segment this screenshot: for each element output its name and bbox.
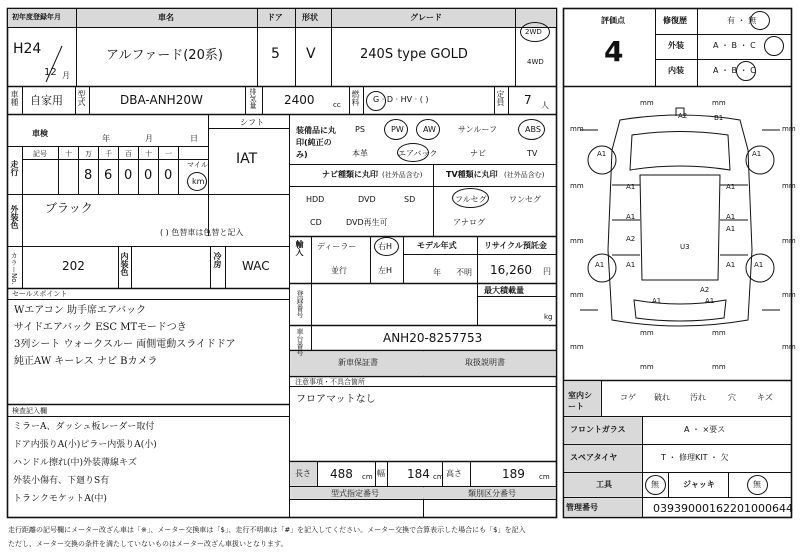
import-parallel: 並行 (331, 266, 347, 275)
import-label: 輸入 (295, 240, 304, 256)
equip-tv: TV (527, 149, 538, 158)
car-diagram-shape (580, 108, 780, 326)
exterior-c-circle (764, 36, 784, 56)
mile-label: マイル (187, 161, 208, 169)
length-unit: cm (362, 473, 373, 481)
seat-label: 室内シート (568, 391, 592, 411)
equip-abs: ABS (525, 125, 541, 134)
sales-point-line: Wエアコン 助手席エアバック (14, 305, 147, 316)
grade-value: 240S type GOLD (360, 47, 468, 62)
damage-mark: A2 (700, 286, 710, 294)
ac-label: 冷房 (213, 252, 222, 268)
seat-option: 穴 (728, 393, 736, 402)
mm-unit: mm (782, 343, 796, 351)
exterior-grade-value: A ・ B ・ C (713, 41, 756, 50)
car-name-label: 車名 (158, 13, 174, 22)
class-no-label: 類別区分番号 (468, 489, 516, 498)
inspector-line: トランクモケットA(中) (13, 494, 107, 504)
color-change-note: ( ) 色替車は色替と記入 (160, 228, 244, 237)
interior-grade-label: 内装 (668, 66, 684, 75)
sales-point-line: 3列シート ウォークスルー 両側電動スライドドア (14, 339, 236, 350)
displacement-value: 2400 (284, 93, 315, 107)
sales-point-line: サイドエアバック ESC MTモードつき (14, 322, 187, 333)
damage-mark: A2 (678, 112, 688, 120)
chassis-label: 車台番号 (296, 328, 304, 356)
equip-ps: PS (355, 125, 365, 134)
digit-header-hyaku: 百 (125, 150, 132, 158)
sales-point-line: 純正AW キーレス ナビ Bカメラ (14, 356, 158, 367)
seat-option: 破れ (654, 393, 670, 402)
navi-cd: CD (310, 218, 322, 227)
mm-unit: mm (782, 237, 796, 245)
import-dealer: ディーラー (317, 242, 357, 251)
shift-value: IAT (236, 151, 258, 167)
equip-pw-circle (384, 119, 408, 140)
footer-note-1: 走行距離の記号欄にメーター改ざん車は「※」、メーター交換車は「$」、走行不明車は「#」を記入してください。メーター交換で合算表示した場合にも「$」を記入 (8, 526, 526, 534)
exterior-grade-label: 外装 (668, 41, 684, 50)
mm-unit: mm (782, 125, 796, 133)
type-no-label: 型式指定番号 (331, 489, 379, 498)
tools-label: 工具 (596, 480, 612, 489)
tools-value: 無 (651, 480, 659, 489)
mm-unit: mm (712, 363, 726, 371)
equip-pw: PW (391, 125, 404, 134)
usage-value: 自家用 (30, 94, 63, 107)
footer-note-2: ただし、メーター交換の条件を満たしていないものはメーター改ざん車扱いとなります。 (8, 540, 288, 548)
damage-mark: U3 (680, 243, 690, 251)
left-hand: 左H (378, 266, 393, 275)
width-label: 幅 (377, 469, 385, 478)
mm-unit: mm (570, 182, 584, 190)
registration-label: 登録番号 (296, 290, 304, 318)
mileage-label: 走行 (10, 160, 19, 176)
spare-value: T ・ 修理KIT ・ 欠 (661, 453, 729, 462)
shift-label: シフト (240, 118, 264, 127)
jack-label: ジャッキ (683, 480, 715, 489)
equip-abs-circle (518, 119, 545, 140)
fuel-label: 燃料 (351, 90, 360, 106)
digit-header-ichi: 一 (165, 150, 172, 158)
digit-header-10man: 十 (65, 150, 72, 158)
sales-points-label: セールスポイント (12, 290, 68, 298)
exterior-color-value: ブラック (45, 201, 93, 215)
mileage-digit: 6 (104, 168, 113, 183)
tv-title: TV種類に丸印 (446, 170, 498, 179)
mileage-digit: 0 (164, 168, 173, 183)
tv-oneseg: ワンセグ (509, 195, 541, 204)
right-hand: 右H (378, 242, 393, 251)
max-load-label: 最大積載量 (484, 286, 524, 295)
seat-option: キズ (757, 393, 773, 402)
mm-unit: mm (570, 343, 584, 351)
shaken-year-unit: 年 (102, 134, 110, 143)
spare-label: スペアタイヤ (570, 453, 618, 462)
height-label: 高さ (446, 469, 462, 478)
chassis-value: ANH20-8257753 (383, 331, 483, 345)
damage-mark: A1 (626, 183, 636, 191)
model-year-unknown: 不明 (456, 268, 472, 277)
inspector-line: ハンドル擦れ(中)外装薄線キズ (13, 458, 137, 468)
shaken-label: 車検 (32, 129, 48, 138)
navi-dvd: DVD (358, 195, 376, 204)
tv-subtitle: (社外品含む) (504, 171, 545, 179)
ac-value: WAC (242, 259, 270, 273)
notes-text: フロアマットなし (296, 394, 376, 405)
equip-leather: 本革 (352, 149, 368, 158)
notes-label: 注意事項・不具合箇所 (295, 378, 365, 386)
damage-mark: A1 (595, 261, 605, 269)
mm-unit: mm (570, 291, 584, 299)
mm-unit: mm (782, 182, 796, 190)
score-value: 4 (604, 35, 624, 68)
mm-unit: mm (640, 329, 654, 337)
first-reg-year: H24 (13, 41, 42, 57)
score-label: 評価点 (601, 16, 625, 25)
model-year-label: モデル年式 (417, 241, 457, 250)
repair-value: 有 ・ 無 (727, 16, 757, 25)
navi-hdd: HDD (306, 195, 325, 204)
mileage-digit: 0 (124, 168, 133, 183)
damage-mark: B1 (714, 114, 724, 122)
equip-aw-circle (416, 119, 440, 140)
damage-mark: A1 (705, 297, 715, 305)
glass-value: A ・ ×要ス (684, 425, 726, 434)
model-label: 型式 (77, 90, 86, 106)
first-reg-month: 12 (44, 67, 57, 78)
jack-none-circle (747, 475, 768, 495)
damage-mark: A1 (754, 261, 764, 269)
repair-label: 修復歴 (663, 16, 687, 25)
shape-value: V (306, 46, 316, 62)
mileage-digit: 8 (84, 168, 93, 183)
cc-unit: cc (333, 101, 341, 109)
equip-airbag: エアバック (398, 149, 438, 158)
seat-option: コゲ (620, 393, 636, 402)
mgmt-label: 管理番号 (566, 503, 598, 512)
length-label: 長さ (295, 469, 311, 478)
damage-mark: A2 (626, 235, 636, 243)
displacement-label: 排気量 (249, 88, 257, 109)
glass-label: フロントガラス (570, 425, 626, 434)
exterior-color-label: 外装色 (10, 205, 19, 229)
seat-option: 汚れ (690, 393, 706, 402)
capacity-value: 7 (524, 93, 532, 107)
month-unit: 月 (62, 71, 70, 80)
damage-mark: A1 (726, 225, 736, 233)
shaken-month-unit: 月 (145, 134, 153, 143)
capacity-unit: 人 (541, 101, 549, 110)
model-year-unit: 年 (433, 268, 441, 277)
color-no-label: カラーNo. (10, 252, 18, 285)
mgmt-number: 03939000162201000644 (653, 502, 793, 515)
navi-sd: SD (404, 195, 416, 204)
model-value: DBA-ANH20W (120, 93, 203, 107)
damage-mark: A1 (726, 183, 736, 191)
mm-unit: mm (570, 125, 584, 133)
capacity-label: 定員 (496, 90, 505, 106)
recycle-yen: 円 (543, 267, 551, 276)
navi-subtitle: (社外品含む) (382, 171, 423, 179)
interior-b-circle (736, 61, 756, 81)
width-unit: cm (433, 473, 444, 481)
drive-4wd: 4WD (527, 58, 544, 66)
mm-unit: mm (570, 237, 584, 245)
inspector-line: 外装小傷有、下廻りS有 (13, 476, 110, 486)
navi-dvd-play: DVD再生可 (346, 218, 388, 227)
owner-manual: 取扱説明書 (465, 358, 505, 367)
tv-fullseg: フルセグ (455, 195, 487, 204)
mileage-digit: 0 (144, 168, 153, 183)
length-value: 488 (330, 467, 353, 481)
height-unit: cm (539, 473, 550, 481)
damage-mark: A1 (726, 261, 736, 269)
drive-2wd: 2WD (525, 28, 542, 36)
recycle-label: リサイクル預託金 (484, 241, 547, 250)
doors-value: 5 (271, 46, 280, 62)
digit-header-sign: 記号 (33, 150, 47, 158)
tv-analog: アナログ (453, 218, 485, 227)
max-load-unit: kg (544, 313, 553, 321)
km-circle (187, 172, 207, 191)
new-car-warranty: 新車保証書 (338, 358, 378, 367)
interior-color-label: 内装色 (120, 252, 129, 276)
repair-none-circle (750, 11, 770, 30)
digit-header-sen: 千 (105, 150, 112, 158)
fuel-options: G · D · HV · ( ) (373, 95, 429, 104)
damage-mark: A1 (626, 261, 636, 269)
height-value: 189 (502, 467, 525, 481)
drive-2wd-circle (520, 22, 550, 42)
first-reg-label: 初年度登録年月 (12, 13, 61, 21)
interior-grade-value: A ・ B ・ C (713, 66, 756, 75)
right-hand-circle (374, 237, 399, 256)
damage-mark: A1 (626, 213, 636, 221)
width-value: 184 (407, 467, 430, 481)
inspector-line: ドア内張りA(小)ピラー内張りA(小) (13, 440, 157, 450)
equip-aw: AW (423, 125, 436, 134)
equip-airbag-circle (397, 143, 429, 162)
tools-none-circle (645, 475, 666, 495)
mm-unit: mm (640, 99, 654, 107)
tv-fullseg-circle (452, 188, 489, 208)
mm-unit: mm (712, 99, 726, 107)
damage-mark: A1 (726, 213, 736, 221)
color-no-value: 202 (62, 259, 85, 273)
grade-label: グレード (410, 13, 442, 22)
damage-mark: A1 (652, 297, 662, 305)
damage-mark: A1 (752, 150, 762, 158)
mm-unit: mm (640, 363, 654, 371)
door-label: ドア (267, 13, 283, 22)
mm-unit: mm (712, 329, 726, 337)
inspector-label: 検査記入欄 (12, 407, 47, 415)
inspector-line: ミラーA、ダッシュ板レーダー取付 (13, 422, 155, 432)
usage-label: 車種 (10, 90, 19, 106)
damage-mark: A1 (597, 150, 607, 158)
shape-label: 形状 (302, 13, 318, 22)
recycle-value: 16,260 (490, 263, 532, 277)
car-name: アルファード(20系) (106, 48, 223, 63)
equip-sunroof: サンルーフ (458, 125, 497, 134)
shaken-day-unit: 日 (190, 134, 198, 143)
digit-header-man: 万 (85, 150, 92, 158)
digit-header-juu: 十 (145, 150, 152, 158)
equip-navi: ナビ (470, 149, 486, 158)
equipment-label: 装備品に丸印(純正のみ) (296, 126, 336, 159)
km-label: km (192, 177, 205, 186)
fuel-g-circle (366, 91, 386, 111)
jack-value: 無 (753, 480, 761, 489)
mm-unit: mm (782, 291, 796, 299)
navi-title: ナビ種類に丸印 (322, 170, 378, 179)
